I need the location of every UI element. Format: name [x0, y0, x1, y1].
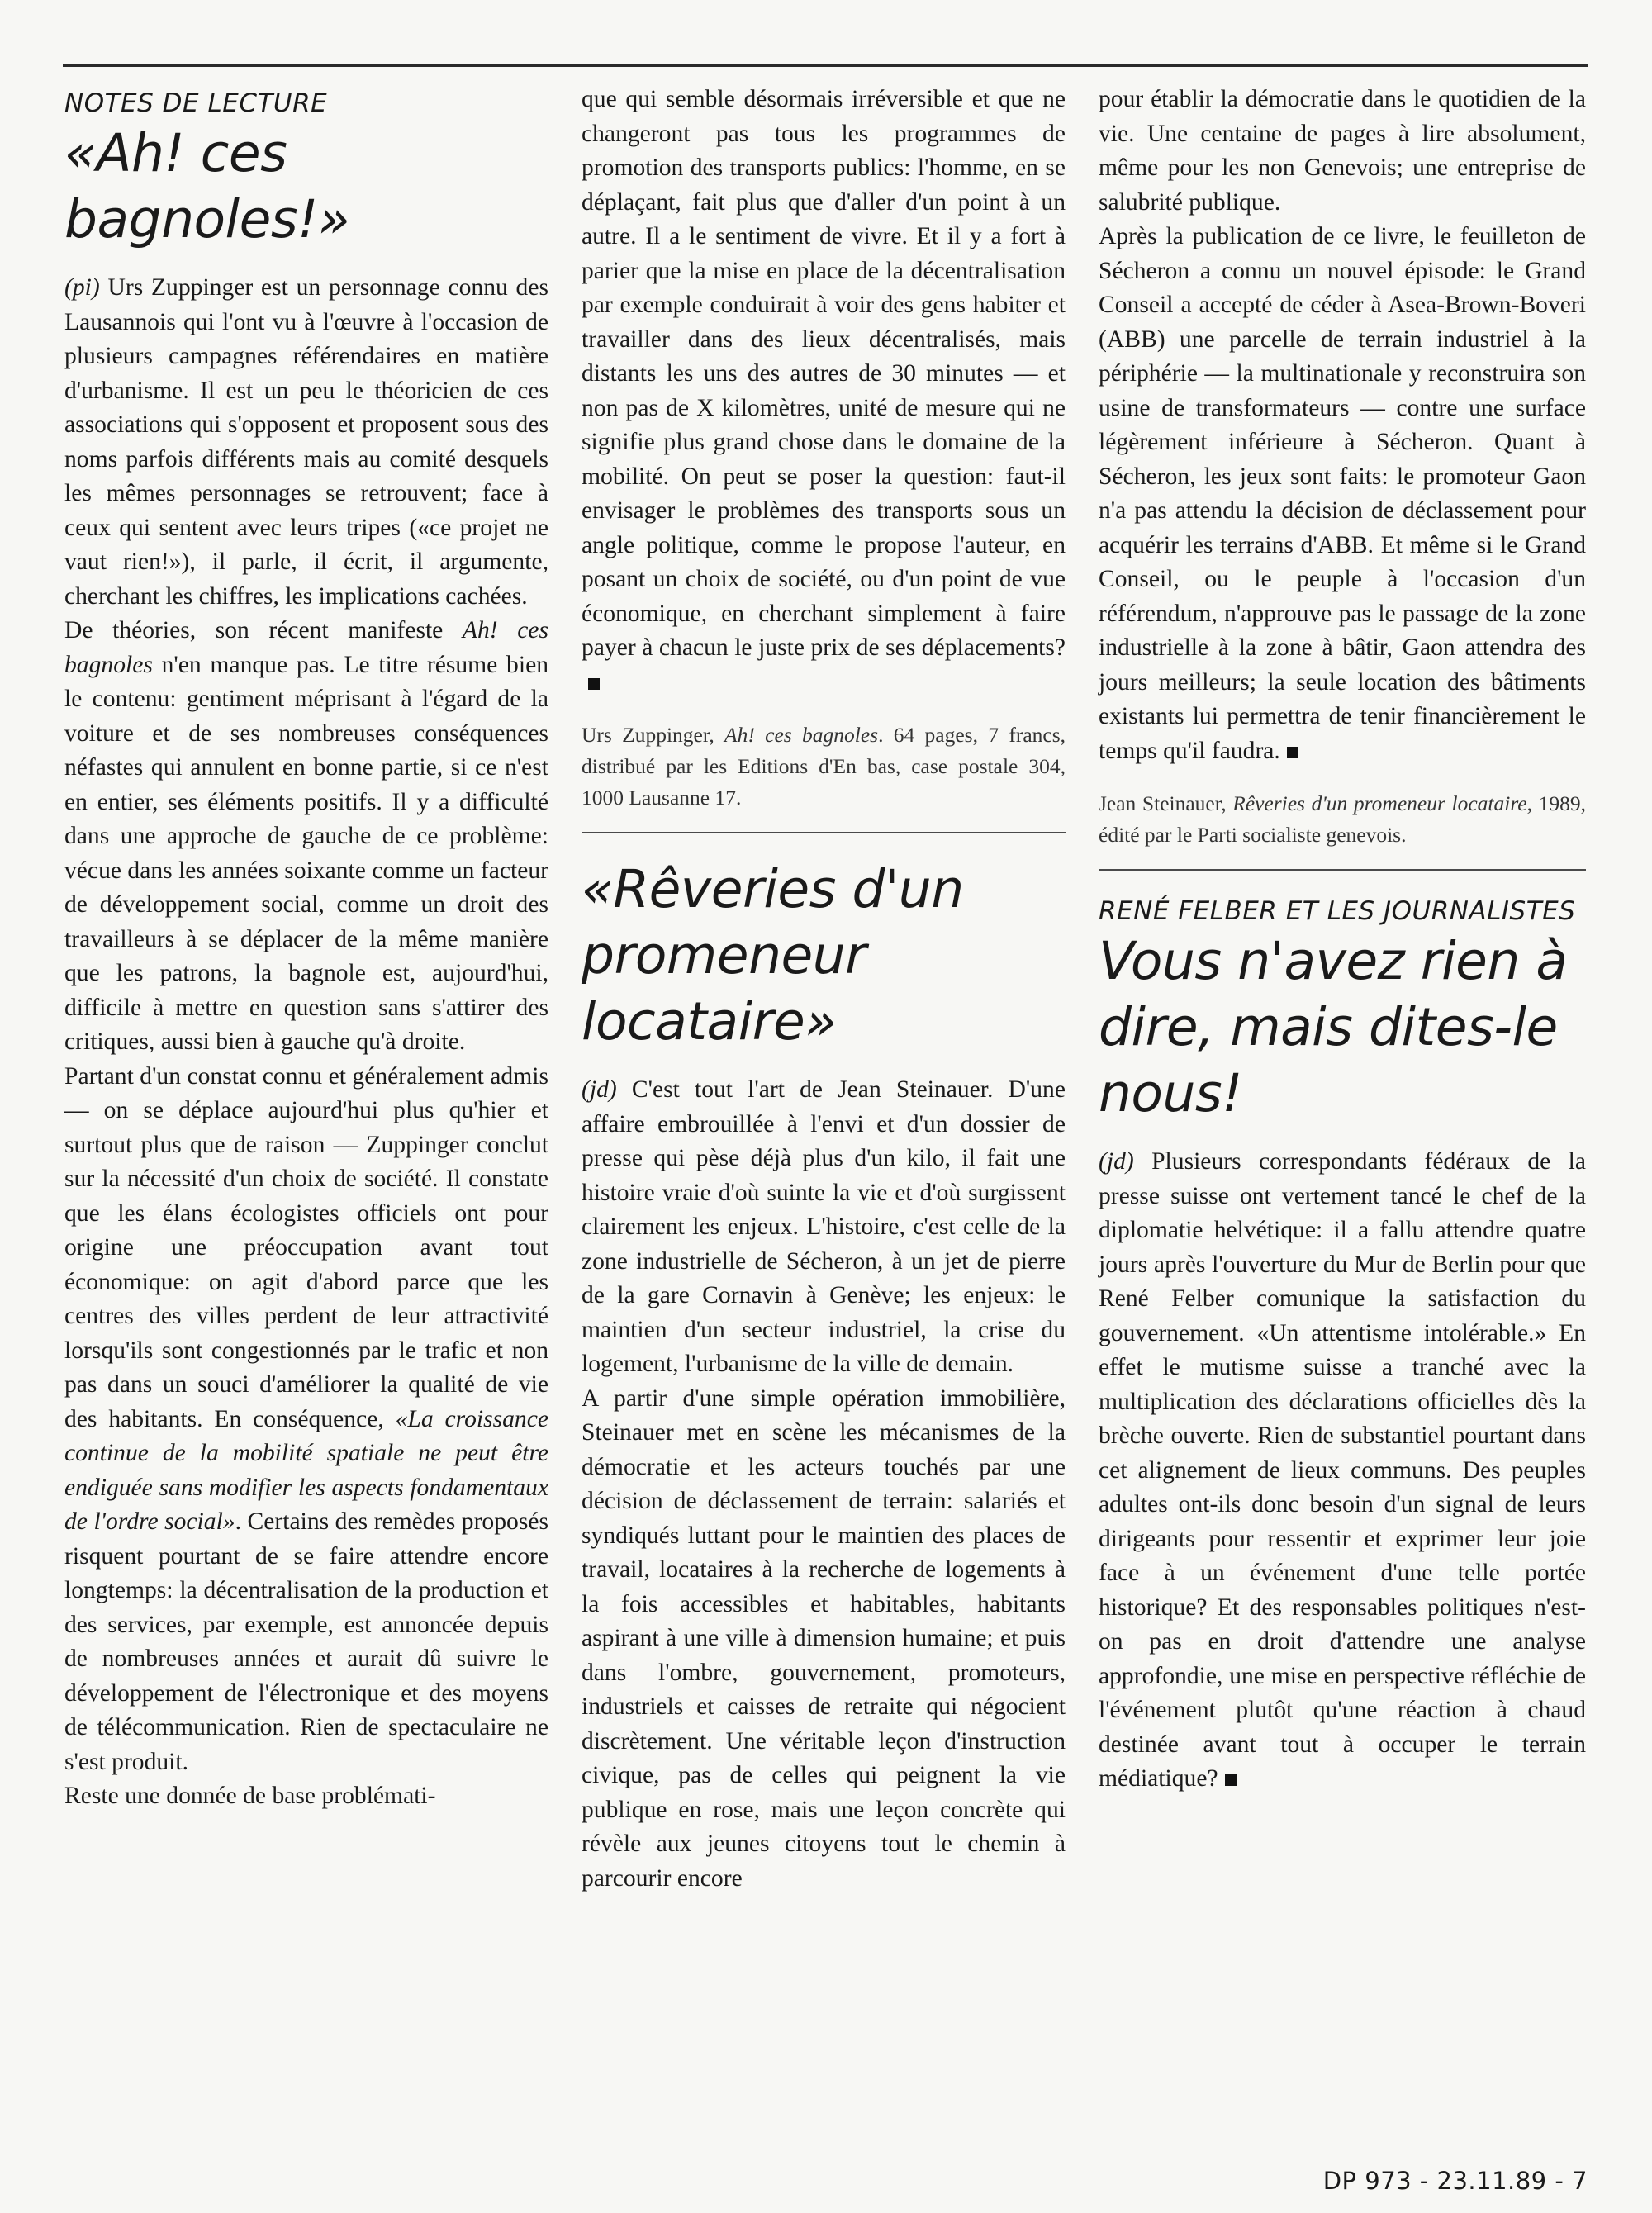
reference-title: Rêveries d'un promeneur locataire: [1232, 791, 1527, 815]
reference-details: , 1989, édité par le Parti socialiste genevois.: [1099, 791, 1586, 847]
paragraph: [1099, 1145, 1586, 1797]
article-headline: «Ah! ces bagnoles!»: [64, 123, 350, 249]
reference-title: Ah! ces bagnoles: [724, 723, 879, 747]
quotation: «La croissance continue de la mobilité spatiale ne peut être endiguée sans modifier les aspects fondamentaux de l'ordre social»: [64, 1405, 548, 1535]
column-3: [1099, 83, 1586, 2139]
paragraph: pour établir la démocratie dans le quotidien de la vie. Une centaine de pages à lire absolument, même pour les non Genevois; une entreprise de salubrité publique.: [1099, 86, 1586, 216]
divider: [582, 832, 1066, 833]
paragraph-text: . Certains des remèdes proposés risquent pourtant de se faire attendre encore longtemps: la décentralisation de la production et des services, par exemple, est annoncée depuis de nombreuses années et aurait dû suivre le développement de l'électronique et des moyens de télécommunication. Rien de spectaculaire ne s'est produit.: [64, 1508, 548, 1775]
section-kicker: NOTES DE LECTURE: [64, 88, 328, 118]
paragraph-text: Partant d'un constat connu et généralement admis — on se déplace aujourd'hui plus qu'hier et surtout plus que de raison — Zuppinger conclut sur la nécessité d'un choix de société. Il constate que les élans écologistes officiels ont pour origine une préoccupation avant tout économique: on agit d'abord parce que les centres des villes perdent de leur attractivité lorsqu'ils sont congestionnés par le trafic et non pas dans un souci d'améliorer la qualité de vie des habitants. En conséquence,: [64, 1062, 548, 1432]
end-mark-icon: [1287, 747, 1298, 758]
page-folio: DP 973 - 23.11.89 - 7: [1322, 2167, 1588, 2195]
paragraph-text: De théories, son récent manifeste: [64, 617, 463, 643]
column-1: [64, 83, 548, 2139]
paragraph-text: C'est tout l'art de Jean Steinauer. D'une affaire embrouillée à l'envi et d'un dossier de presse qui pèse déjà plus d'un kilo, il fait une histoire vraie d'où suinte la vie et d'où surgissent clairement les enjeux. L'histoire, c'est celle de la zone industrielle de Sécheron, à un jet de pierre de la gare Cornavin à Genève; les enjeux: le maintien d'un secteur industriel, la crise du logement, l'urbanisme de la ville de demain.: [582, 1076, 1066, 1377]
divider: [1099, 869, 1586, 871]
top-rule: [63, 64, 1588, 67]
paragraph: [64, 271, 548, 614]
paragraph-text: que qui semble désormais irréversible et que ne changeront pas tous les programmes de promotion des transports publics: l'homme, en se déplaçant, fait plus que d'aller d'un point à un autre. Il a le sentiment de vivre. Et il y a fort à parier que la mise en place de la décentralisation par exemple conduirait à voir des gens habiter et travailler dans des lieux décentralisés, mais distants les uns des autres de 30 minutes — et non pas de X kilomètres, unité de mesure qui ne signifie plus grand chose dans le domaine de la mobilité. On peut se poser la question: faut-il envisager le problèmes des transports sous un angle politique, comme le propose l'auteur, en posant un choix de société, ou d'un point de vue économique, en cherchant simplement à faire payer à chacun le juste prix de ses déplacements?: [582, 86, 1066, 661]
column-2: [582, 83, 1066, 2139]
paragraph: [582, 1073, 1066, 1382]
end-mark-icon: [588, 678, 600, 690]
reference-details: . 64 pages, 7 francs, distribué par les Editions d'En bas, case postale 304, 1000 Lausanne 17.: [582, 723, 1066, 810]
author-tag: (pi): [64, 274, 100, 301]
author-tag: (jd): [1099, 1148, 1134, 1175]
reference-author: Urs Zuppinger,: [582, 723, 725, 747]
article-headline: «Rêveries d'un promeneur locataire»: [582, 859, 964, 1052]
paragraph: Reste une donnée de base problémati-: [64, 1783, 436, 1809]
section-kicker: RENÉ FELBER ET LES JOURNALISTES: [1099, 896, 1576, 926]
book-title: Ah! ces bagnoles: [64, 617, 548, 678]
reference-author: Jean Steinauer,: [1099, 791, 1233, 815]
paragraph: [582, 83, 1066, 700]
book-reference: [1099, 788, 1586, 851]
paragraph-text: Plusieurs correspondants fédéraux de la presse suisse ont vertement tancé le chef de la diplomatie helvétique: il a fallu attendre quatre jours après l'ouverture du Mur de Berlin pour que René Felber comunique la satisfaction du gouvernement. «Un attentisme intolérable.» En effet le mutisme suisse a tranché avec la multiplication des déclarations officielles dès la brèche ouverte. Rien de substantiel pourtant dans cet alignement de lieux communs. Des peuples adultes ont-ils donc besoin d'un signal de leurs dirigeants pour ressentir et exprimer leur joie face à un événement d'une telle portée historique? Et des responsables politiques n'est-on pas en droit d'attendre une analyse approfondie, une mise en perspective réfléchie de l'événement plutôt qu'une réaction à chaud destinée avant tout à occuper le terrain médiatique?: [1099, 1148, 1586, 1792]
article-headline: Vous n'avez rien à dire, mais dites-le nous!: [1099, 931, 1568, 1123]
paragraph: [64, 1060, 548, 1780]
paragraph-text: n'en manque pas. Le titre résume bien le contenu: gentiment méprisant à l'égard de la voiture et de ses nombreuses conséquences néfastes qui annulent en bonne partie, si ce n'est en entier, ses éléments positifs. Il y a difficulté dans une approche de gauche de ce problème: vécue dans les années soixante comme un facteur de développement social, comme un droit des travailleurs à se déplacer de la même manière que les patrons, la bagnole est, aujourd'hui, difficile à mettre en question sans s'attirer des critiques, aussi bien à gauche qu'à droite.: [64, 651, 548, 1055]
paragraph: [64, 614, 548, 1060]
author-tag: (jd): [582, 1076, 617, 1103]
paragraph-text: Urs Zuppinger est un personnage connu des Lausannois qui l'ont vu à l'œuvre à l'occasion de plusieurs campagnes référendaires en matière d'urbanisme. Il est un peu le théoricien de ces associations qui s'opposent et proposent sous des noms parfois différents mais au comité desquels les mêmes personnages se retrouvent; face à ceux qui sentent avec leurs tripes («ce projet ne vaut rien!»), il parle, il écrit, il argumente, cherchant les chiffres, les implications cachées.: [64, 274, 548, 610]
book-reference: [582, 719, 1066, 814]
paragraph: [1099, 220, 1586, 768]
end-mark-icon: [1225, 1774, 1237, 1786]
paragraph-text: Après la publication de ce livre, le feuilleton de Sécheron a connu un nouvel épisode: le Grand Conseil a accepté de céder à Asea-Brown-Boveri (ABB) une parcelle de terrain industriel à la périphérie — la multinationale y reconstruira son usine de transformateurs — contre une surface légèrement inférieure à Sécheron. Quant à Sécheron, les jeux sont faits: le promoteur Gaon n'a pas attendu la décision de déclassement pour acquérir les terrains d'ABB. Et même si le Grand Conseil, ou le peuple à l'occasion d'un référendum, n'approuve pas le passage de la zone industrielle à la zone à bâtir, Gaon attendra des jours meilleurs; la seule location des bâtiments existants lui permettra de tenir financièrement le temps qu'il faudra.: [1099, 223, 1586, 764]
paragraph: A partir d'une simple opération immobilière, Steinauer met en scène les mécanismes de la démocratie et les acteurs touchés par une décision de déclassement de terrain: salariés et syndiqués luttant pour le maintien des places de travail, locataires à la recherche de logements à la fois accessibles et habitables, habitants aspirant à une ville à dimension humaine; et puis dans l'ombre, gouvernement, promoteurs, industriels et caisses de retraite qui négocient discrètement. Une véritable leçon d'instruction civique, pas de celles qui peignent la vie publique en rose, mais une leçon concrète qui révèle aux jeunes citoyens tout le chemin à parcourir encore: [582, 1384, 1066, 1892]
